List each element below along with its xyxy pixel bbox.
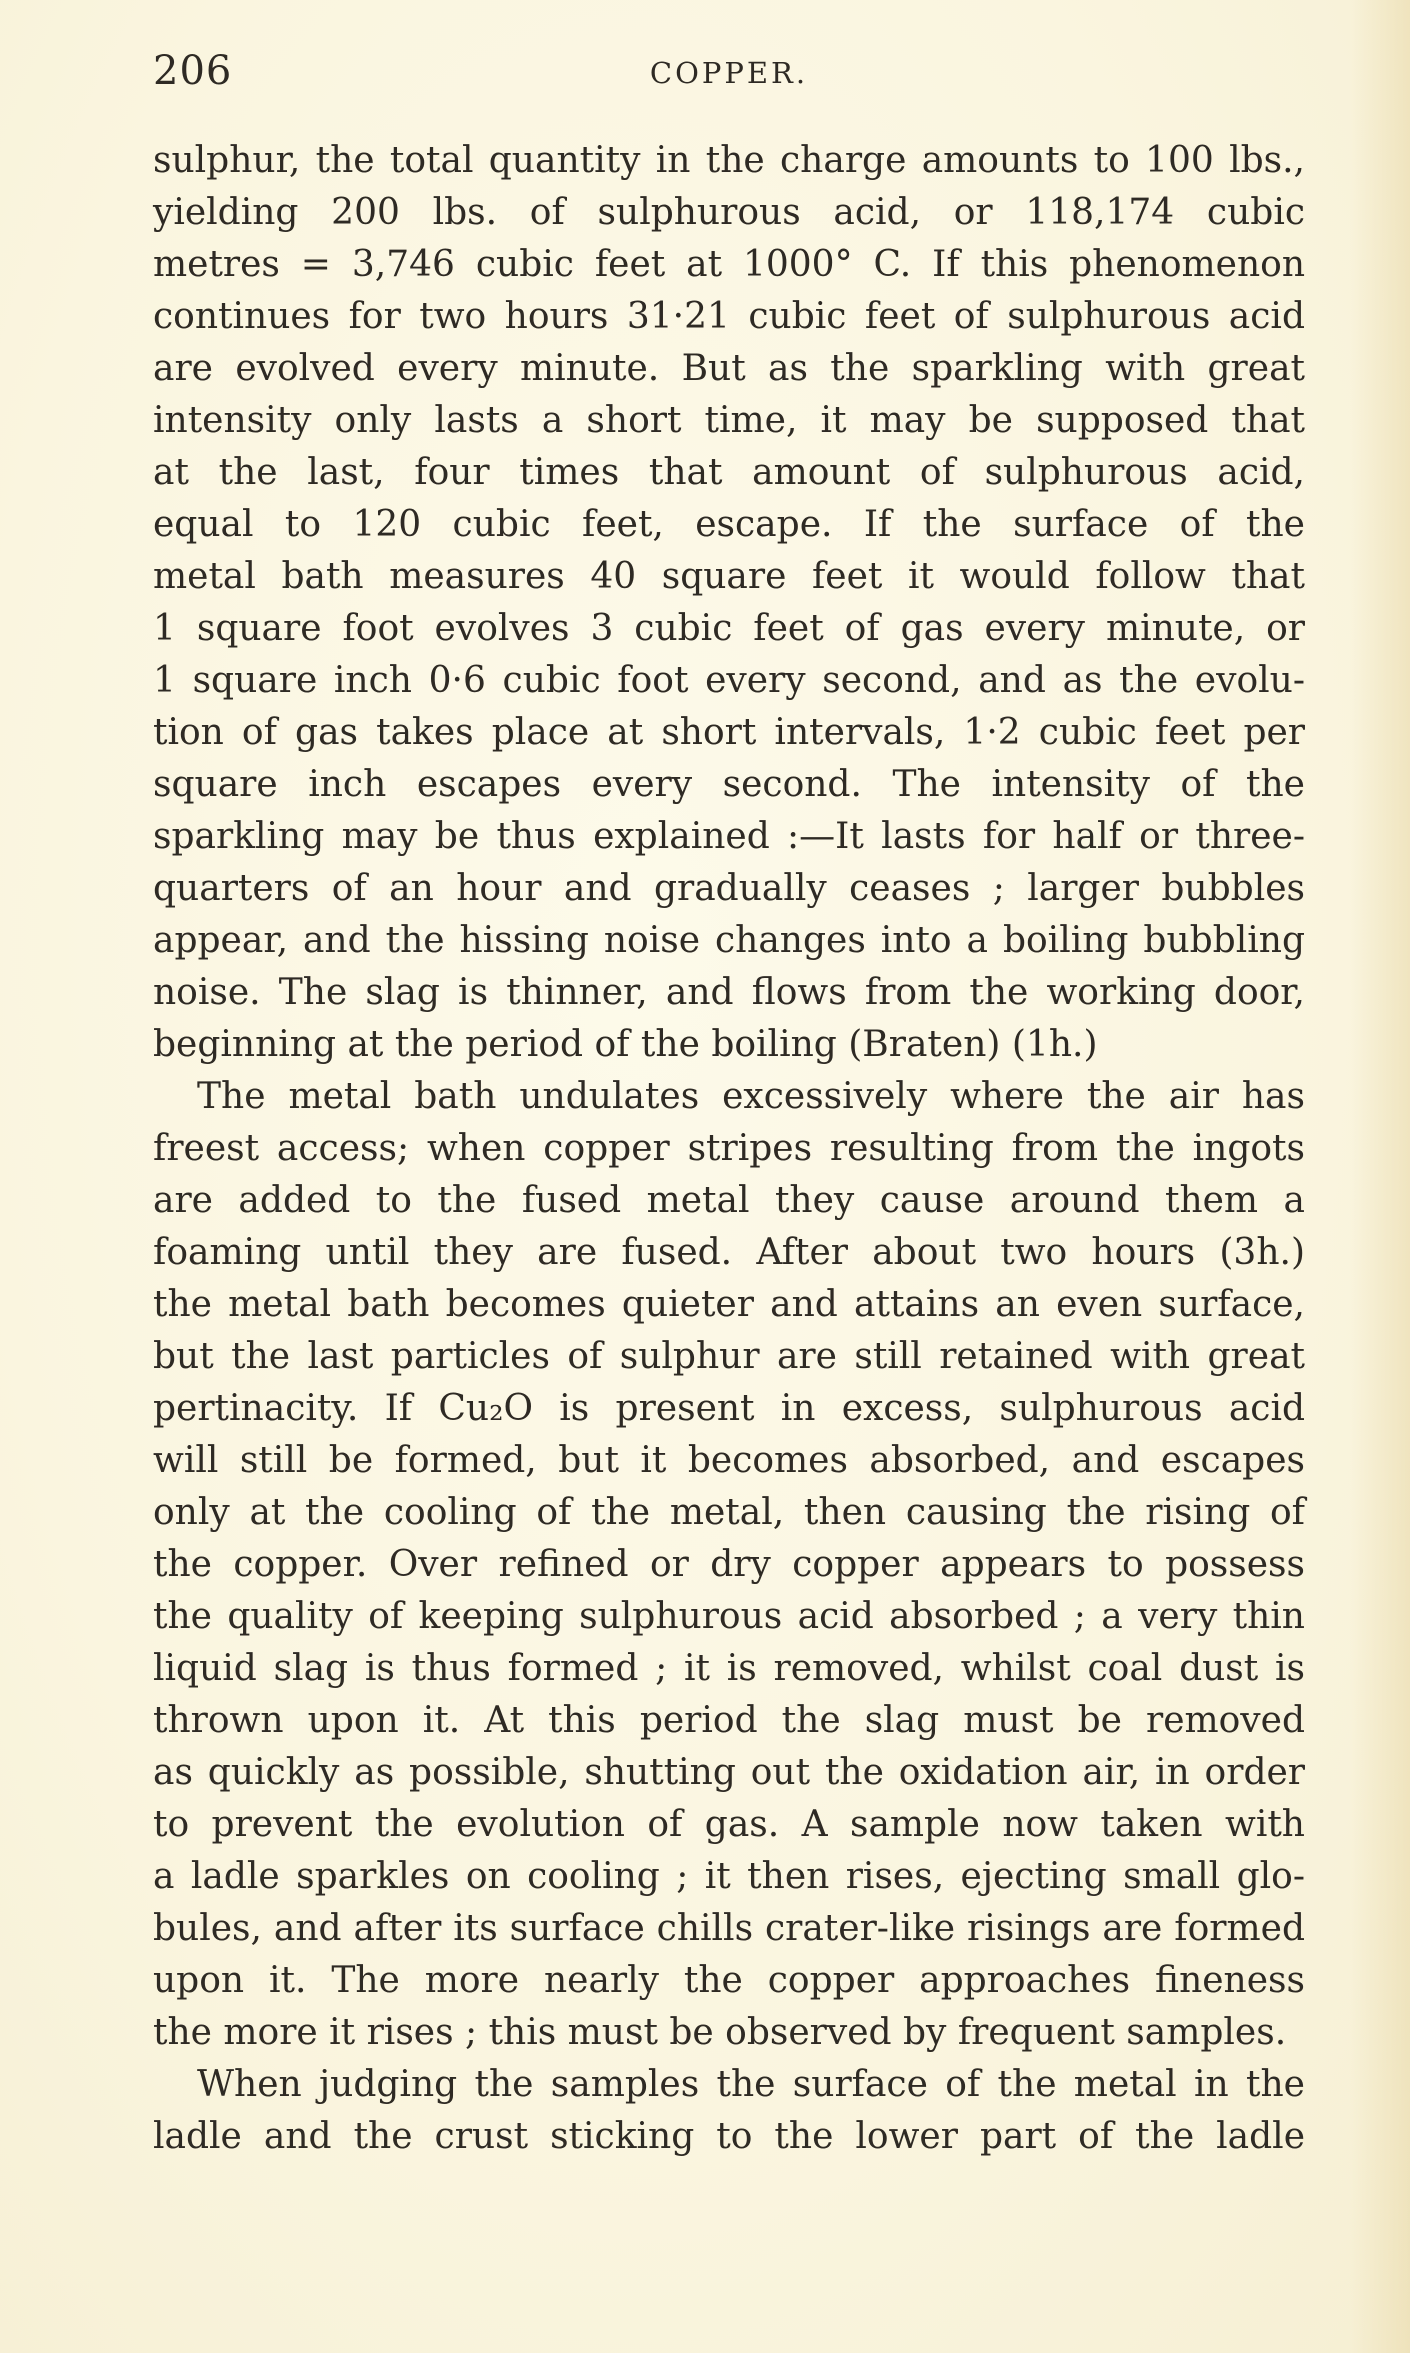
text-line: 1 square foot evolves 3 cubic feet of gas every minute, or — [153, 608, 1305, 649]
text-line: sparkling may be thus explained :—It lasts for half or three- — [153, 816, 1305, 857]
text-line: appear, and the hissing noise changes into a boiling bubbling — [153, 920, 1305, 961]
text-line: freest access; when copper stripes resulting from the ingots — [153, 1128, 1305, 1169]
text-line: When judging the samples the surface of the metal in the — [197, 2064, 1305, 2105]
text-line: the copper. Over refined or dry copper appears to possess — [153, 1544, 1305, 1585]
text-line: but the last particles of sulphur are still retained with great — [153, 1336, 1305, 1377]
text-line: square inch escapes every second. The intensity of the — [153, 764, 1305, 805]
text-line: 1 square inch 0·6 cubic foot every second, and as the evolu- — [153, 660, 1305, 701]
text-line: pertinacity. If Cu₂O is present in excess, sulphurous acid — [153, 1388, 1305, 1429]
text-line: thrown upon it. At this period the slag must be removed — [153, 1700, 1305, 1741]
text-line: tion of gas takes place at short intervals, 1·2 cubic feet per — [153, 712, 1305, 753]
text-line: the more it rises ; this must be observed by frequent samples. — [153, 2012, 1287, 2053]
text-line: metal bath measures 40 square feet it would follow that — [153, 556, 1305, 597]
page-edge-shadow — [1350, 0, 1410, 2353]
text-line: the metal bath becomes quieter and attains an even surface, — [153, 1284, 1305, 1325]
body-text — [153, 135, 1305, 2163]
text-line: are added to the fused metal they cause around them a — [153, 1180, 1305, 1221]
text-line: will still be formed, but it becomes absorbed, and escapes — [153, 1440, 1305, 1481]
text-line: upon it. The more nearly the copper approaches fineness — [153, 1960, 1305, 2001]
text-line: metres = 3,746 cubic feet at 1000° C. If this phenomenon — [153, 244, 1305, 285]
text-line: are evolved every minute. But as the sparkling with great — [153, 348, 1305, 389]
text-line: sulphur, the total quantity in the charge amounts to 100 lbs., — [153, 140, 1305, 181]
text-line: noise. The slag is thinner, and flows from the working door, — [153, 972, 1305, 1013]
running-title: COPPER. — [649, 56, 809, 90]
text-line: at the last, four times that amount of sulphurous acid, — [153, 452, 1305, 493]
text-line: foaming until they are fused. After about two hours (3h.) — [153, 1232, 1305, 1273]
text-line: to prevent the evolution of gas. A sample now taken with — [153, 1804, 1305, 1845]
text-line: only at the cooling of the metal, then causing the rising of — [153, 1492, 1305, 1533]
page-number: 206 — [153, 48, 233, 94]
running-head — [153, 48, 1305, 108]
text-line: intensity only lasts a short time, it may be supposed that — [153, 400, 1305, 441]
text-line: the quality of keeping sulphurous acid absorbed ; a very thin — [153, 1596, 1305, 1637]
text-line: ladle and the crust sticking to the lower part of the ladle — [153, 2116, 1305, 2157]
text-line: equal to 120 cubic feet, escape. If the surface of the — [153, 504, 1305, 545]
text-line: bules, and after its surface chills crater-like risings are formed — [153, 1908, 1305, 1949]
text-line: a ladle sparkles on cooling ; it then rises, ejecting small glo- — [153, 1856, 1305, 1897]
text-line: liquid slag is thus formed ; it is removed, whilst coal dust is — [153, 1648, 1305, 1689]
text-line: The metal bath undulates excessively where the air has — [197, 1076, 1305, 1117]
text-line: continues for two hours 31·21 cubic feet of sulphurous acid — [153, 296, 1305, 337]
text-line: yielding 200 lbs. of sulphurous acid, or 118,174 cubic — [153, 192, 1305, 233]
text-line: quarters of an hour and gradually ceases ; larger bubbles — [153, 868, 1305, 909]
text-line: as quickly as possible, shutting out the oxidation air, in order — [153, 1752, 1305, 1793]
text-line: beginning at the period of the boiling (Braten) (1h.) — [153, 1024, 1098, 1065]
